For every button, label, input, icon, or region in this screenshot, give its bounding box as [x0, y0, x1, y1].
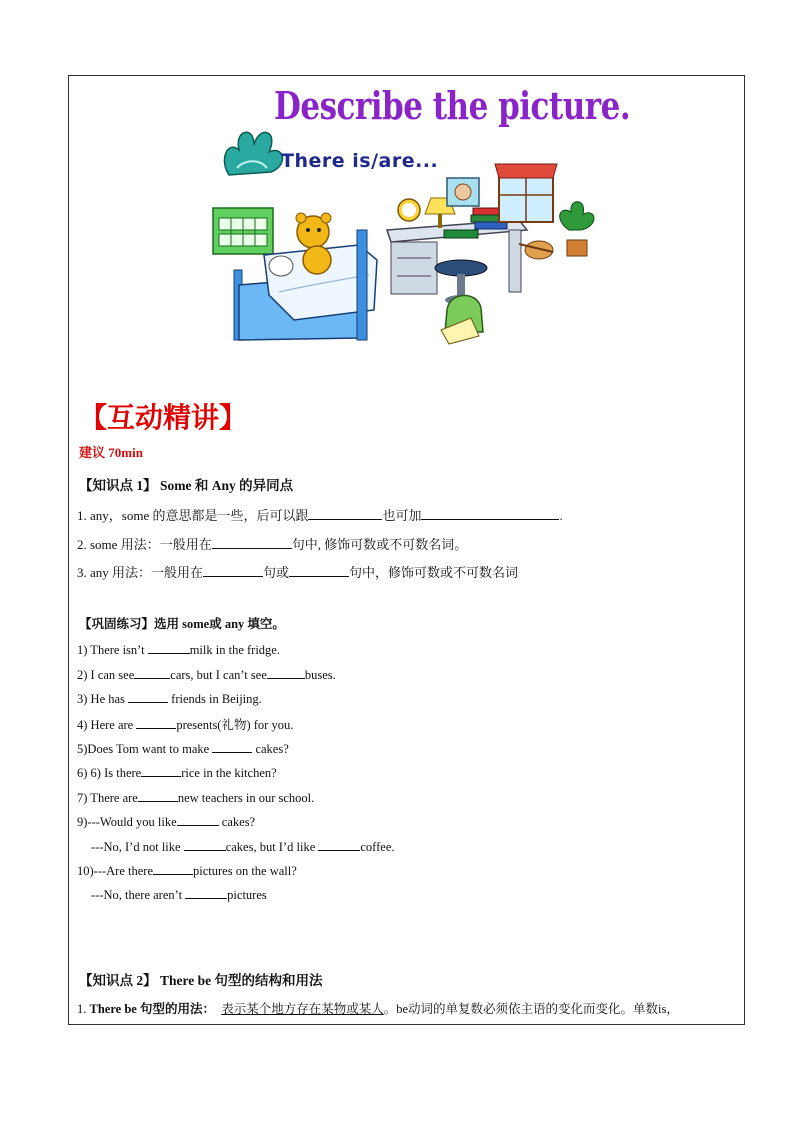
photo-frame-icon [447, 178, 479, 206]
exercise-4: 4) Here are presents(礼物) for you. [77, 718, 294, 732]
fill-blank[interactable] [184, 838, 226, 851]
plant-icon [224, 132, 282, 175]
fill-blank[interactable] [318, 838, 360, 851]
exercise-7: 7) There are new teachers in our school. [77, 791, 315, 805]
picture-subtitle: There is/are... [281, 150, 439, 172]
exercise-2: 2) I can see cars, but I can’t see buses. [77, 668, 336, 682]
section-title: 【互动精讲】 [79, 401, 248, 434]
kp2-line-1: 1. There be 句型的用法： 表示某个地方存在某物或某人。be动词的单复数必须依主语的变化而变化。单数is， [77, 1002, 679, 1016]
fill-blank[interactable] [212, 740, 252, 753]
exercise-9: 9)---Would you like cakes? [77, 815, 256, 829]
knowledge-point-1-heading: 【知识点 1】 Some 和 Any 的异同点 [79, 478, 294, 493]
exercise-10: 10)---Are there pictures on the wall? [77, 864, 297, 878]
fill-blank[interactable] [185, 886, 227, 899]
fill-blank[interactable] [128, 690, 168, 703]
practice-heading: 【巩固练习】选用 some或 any 填空。 [79, 617, 285, 631]
picture-title: Describe the picture. [274, 84, 631, 129]
exercise-1: 1) There isn’t milk in the fridge. [77, 643, 280, 657]
kp1-line-1: 1. any，some 的意思都是一些，后可以跟 也可加 . [77, 508, 563, 523]
potted-plant-icon [560, 202, 594, 256]
fill-blank[interactable] [153, 862, 193, 875]
kp1-line-3: 3. any 用法：一般用在 句或 句中，修饰可数或不可数名词 [77, 565, 519, 580]
exercise-6: 6) 6) Is there rice in the kitchen? [77, 766, 277, 780]
window-icon [495, 164, 557, 222]
fill-blank[interactable] [177, 813, 219, 826]
fill-blank[interactable] [267, 666, 305, 679]
fill-blank[interactable] [138, 789, 178, 802]
alarm-clock-icon [398, 199, 420, 221]
suggested-time: 建议 70min [79, 445, 143, 460]
fill-blank[interactable] [308, 507, 382, 520]
exercise-10-answer: ---No, there aren’t pictures [91, 888, 267, 902]
fill-blank[interactable] [148, 641, 190, 654]
fill-blank[interactable] [212, 536, 292, 549]
fill-blank[interactable] [136, 716, 176, 729]
worksheet-frame [68, 75, 745, 1025]
fill-blank[interactable] [141, 764, 181, 777]
kp1-line-2: 2. some 用法：一般用在 句中, 修饰可数或不可数名词。 [77, 537, 468, 552]
exercise-5: 5)Does Tom want to make cakes? [77, 742, 289, 756]
fill-blank[interactable] [134, 666, 170, 679]
fill-blank[interactable] [421, 507, 559, 520]
fill-blank[interactable] [203, 564, 263, 577]
backpack-icon [441, 295, 483, 344]
knowledge-point-2-heading: 【知识点 2】 There be 句型的结构和用法 [79, 973, 323, 988]
exercise-3: 3) He has friends in Beijing. [77, 692, 262, 706]
tile-panel-icon [213, 208, 273, 254]
exercise-9-answer: ---No, I’d not like cakes, but I’d like coffee. [91, 840, 395, 854]
fill-blank[interactable] [289, 564, 349, 577]
guitar-icon [519, 241, 553, 259]
